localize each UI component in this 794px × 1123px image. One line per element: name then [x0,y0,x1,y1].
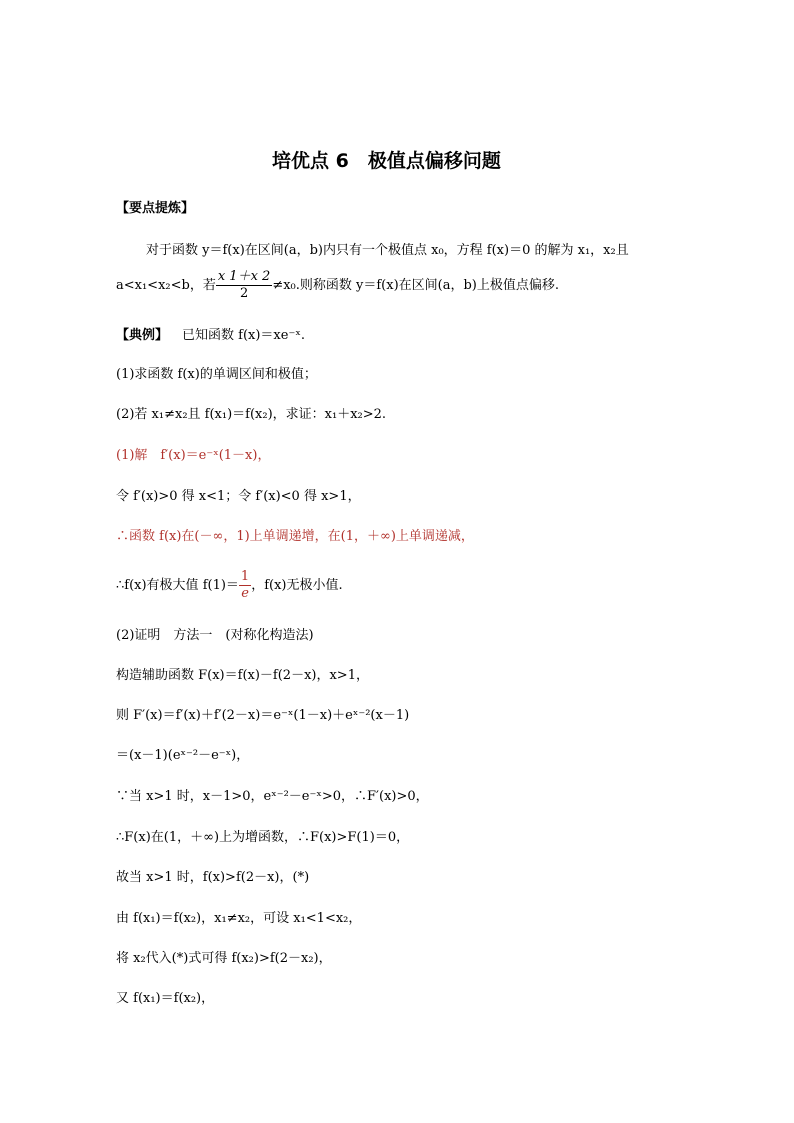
example-heading: 【典例】 [116,328,169,343]
question-2: (2)若 x₁≠x₂且 f(x₁)＝f(x₂)，求证：x₁＋x₂>2. [116,407,387,422]
solution-line-10: ∴F(x)在(1，＋∞)上为增函数，∴F(x)>F(1)＝0， [116,830,410,845]
solution-line-4-post: ，f(x)无极小值. [251,578,343,593]
solution-line-3: ∴函数 f(x)在(－∞，1)上单调递增，在(1，＋∞)上单调递减， [116,529,474,544]
solution-line-4-pre: ∴f(x)有极大值 f(1)＝ [116,578,239,593]
question-1: (1)求函数 f(x)的单调区间和极值； [116,367,317,382]
page-title: 培优点 6 极值点偏移问题 [272,150,501,172]
solution-line-13: 将 x₂代入(*)式可得 f(x₂)>f(2－x₂)， [116,951,332,966]
solution-line-2: 令 f′(x)>0 得 x<1；令 f′(x)<0 得 x>1， [116,489,361,504]
solution-line-14: 又 f(x₁)＝f(x₂)， [116,991,215,1006]
solution-line-1: (1)解 f′(x)＝e⁻ˣ(1－x)， [116,448,271,463]
midpoint-fraction [216,269,272,302]
fraction-denominator: 2 [239,286,249,301]
solution-line-11: 故当 x>1 时，f(x)>f(2－x)，(*) [116,870,310,885]
solution-line-6: 构造辅助函数 F(x)＝f(x)－f(2－x)，x>1， [116,668,369,683]
example-statement: 已知函数 f(x)＝xe⁻ˣ. [182,328,305,343]
key-points-line-2-pre: a<x₁<x₂<b，若 [116,278,216,293]
key-points-heading: 【要点提炼】 [116,201,195,216]
solution-line-4 [116,566,343,606]
fraction-denominator: e [241,586,249,601]
solution-line-7: 则 F′(x)＝f′(x)＋f′(2－x)＝e⁻ˣ(1－x)＋eˣ⁻²(x－1) [116,708,410,723]
solution-line-9: ∵当 x>1 时，x－1>0，eˣ⁻²－e⁻ˣ>0，∴F′(x)>0， [116,789,429,804]
key-points-line-2 [116,266,559,306]
solution-line-8: ＝(x－1)(eˣ⁻²－e⁻ˣ)， [116,748,250,763]
solution-line-5: (2)证明 方法一 (对称化构造法) [116,628,314,643]
key-points-line-1: 对于函数 y＝f(x)在区间(a，b)内只有一个极值点 x₀，方程 f(x)＝0 的解为 x₁，x₂且 [146,243,629,258]
fraction-numerator: x 1＋x 2 [217,269,271,284]
key-points-line-2-post: ≠x₀.则称函数 y＝f(x)在区间(a，b)上极值点偏移. [272,278,560,293]
fraction-numerator: 1 [240,569,250,584]
solution-line-12: 由 f(x₁)＝f(x₂)，x₁≠x₂，可设 x₁<1<x₂， [116,911,362,926]
example-line [116,327,305,345]
one-over-e-fraction [239,569,251,602]
